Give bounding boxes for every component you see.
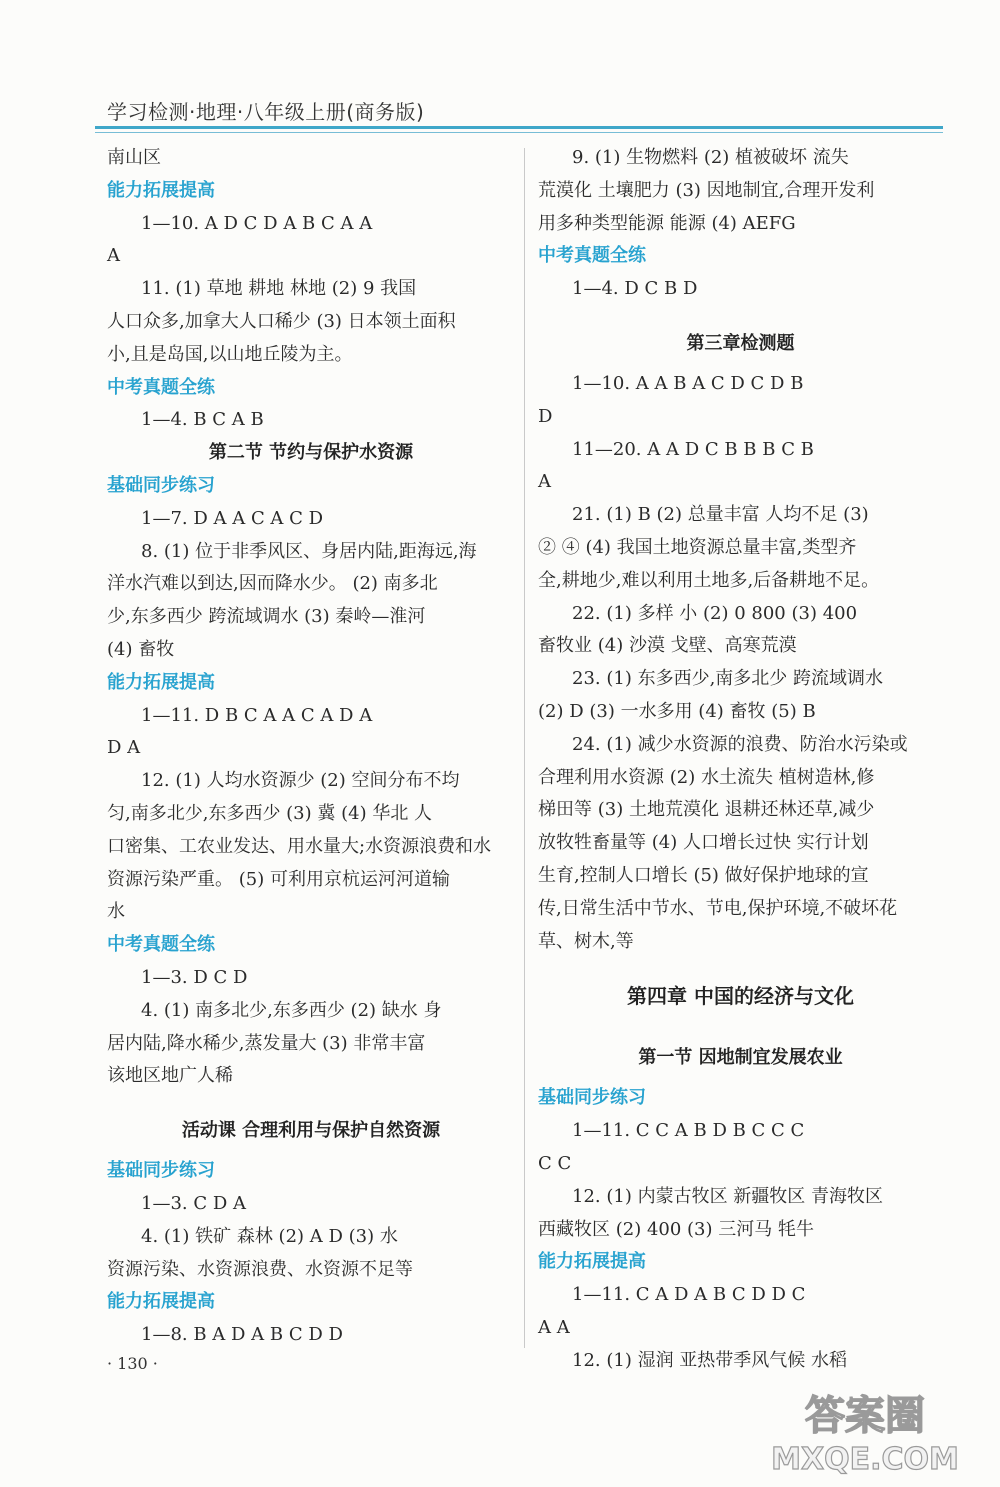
answer-line: A <box>107 245 120 267</box>
answer-item: 9. (1) 生物燃料 (2) 植被破坏 流失 <box>572 147 849 168</box>
subsection-title: 第二节 节约与保护水资源 <box>208 442 414 464</box>
answer-item: 4. (1) 铁矿 森林 (2) A D (3) 水 <box>141 1225 398 1247</box>
answer-line: D A <box>107 737 141 759</box>
answer-line: D <box>538 405 553 427</box>
answer-line: (2) D (3) 一水多用 (4) 畜牧 (5) B <box>538 700 816 722</box>
answer-line: 水 <box>107 901 125 923</box>
header-rule <box>95 126 943 129</box>
answer-line: ② ④ (4) 我国土地资源总量丰富,类型齐 <box>538 536 857 558</box>
answer-line: 洋水汽难以到达,因而降水少。 (2) 南多北 <box>107 573 438 595</box>
answer-item: 22. (1) 多样 小 (2) 0 800 (3) 400 <box>572 602 858 624</box>
answer-line: 全,耕地少,难以利用土地多,后备耕地不足。 <box>538 569 880 591</box>
answer-item: 4. (1) 南多北少,东多西少 (2) 缺水 身 <box>141 999 442 1021</box>
answer-line: 生育,控制人口增长 (5) 做好保护地球的宣 <box>538 864 869 886</box>
right-column <box>538 142 943 1378</box>
answer-item: 23. (1) 东多西少,南多北少 跨流域调水 <box>572 668 884 690</box>
answer-line: 梯田等 (3) 土地荒漠化 退耕还林还草,减少 <box>538 799 875 821</box>
watermark-text: 答案圈 <box>805 1393 925 1439</box>
answer-item: 1—3. D C D <box>141 966 248 988</box>
answer-line: 畜牧业 (4) 沙漠 戈壁、高寒荒漠 <box>538 635 797 657</box>
section-heading: 中考真题全练 <box>107 376 215 398</box>
page-header-title: 学习检测·地理·八年级上册(商务版) <box>107 100 425 124</box>
answer-line: 合理利用水资源 (2) 水土流失 植树造林,修 <box>538 766 875 788</box>
watermark-url: MXQE.COM <box>771 1442 959 1477</box>
section-heading: 基础同步练习 <box>107 1160 215 1182</box>
answer-line: 放牧牲畜量等 (4) 人口增长过快 实行计划 <box>538 832 869 854</box>
section-heading: 能力拓展提高 <box>107 671 215 693</box>
answer-line: 资源污染、水资源浪费、水资源不足等 <box>107 1258 413 1280</box>
answer-line: 人口众多,加拿大人口稀少 (3) 日本领土面积 <box>107 310 456 332</box>
answer-line: 草、树木,等 <box>538 930 634 952</box>
answer-line: 少,东多西少 跨流域调水 (3) 秦岭—淮河 <box>107 606 426 628</box>
section-heading: 能力拓展提高 <box>107 1291 215 1313</box>
answer-item: 12. (1) 湿润 亚热带季风气候 水稻 <box>572 1349 848 1371</box>
section-heading: 能力拓展提高 <box>538 1251 646 1273</box>
answer-item: 1—8. B A D A B C D D <box>141 1324 343 1346</box>
answer-line: 资源污染严重。 (5) 可利用京杭运河河道输 <box>107 868 450 890</box>
section-heading: 中考真题全练 <box>107 934 215 956</box>
answer-item: 1—11. C C A B D B C C C <box>572 1120 805 1142</box>
answer-item: 1—11. C A D A B C D D C <box>572 1284 806 1306</box>
answer-item: 1—4. B C A B <box>141 409 264 431</box>
section-heading: 中考真题全练 <box>538 245 646 267</box>
answer-line: 传,日常生活中节水、节电,保护环境,不破坏花 <box>538 897 898 919</box>
section-heading: 基础同步练习 <box>538 1087 646 1109</box>
answer-line: 口密集、工农业发达、用水量大;水资源浪费和水 <box>107 835 492 857</box>
answer-line: 西藏牧区 (2) 400 (3) 三河马 牦牛 <box>538 1218 814 1240</box>
answer-item: 12. (1) 人均水资源少 (2) 空间分布不均 <box>141 770 460 792</box>
answer-item: 8. (1) 位于非季风区、身居内陆,距海远,海 <box>141 540 477 562</box>
section-spacer <box>538 306 943 320</box>
answer-line: 荒漠化 土壤肥力 (3) 因地制宜,合理开发利 <box>538 179 875 201</box>
section-spacer <box>538 958 943 972</box>
answer-line: 小,且是岛国,以山地丘陵为主。 <box>107 343 353 365</box>
answer-item: 1—4. D C B D <box>572 278 698 300</box>
answer-item: 1—3. C D A <box>141 1192 246 1214</box>
answer-line: 匀,南多北少,东多西少 (3) 冀 (4) 华北 人 <box>107 802 433 824</box>
answer-item: 1—10. A A B A C D C D B <box>572 372 804 394</box>
answer-item: 21. (1) B (2) 总量丰富 人均不足 (3) <box>572 504 869 526</box>
section-heading: 基础同步练习 <box>107 474 215 496</box>
answer-item: 11—20. A A D C B B B C B <box>572 438 814 460</box>
page-number: · 130 · <box>107 1354 158 1373</box>
column-divider <box>524 148 525 1348</box>
chapter-title: 第四章 中国的经济与文化 <box>627 984 854 1009</box>
section-spacer <box>107 1093 515 1107</box>
watermark-logo <box>760 1385 970 1477</box>
answer-item: 1—10. A D C D A B C A A <box>141 212 373 234</box>
answer-line: 南山区 <box>107 147 161 168</box>
answer-item: 24. (1) 减少水资源的浪费、防治水污染或 <box>572 733 908 755</box>
section-heading: 能力拓展提高 <box>107 179 215 201</box>
answer-line: 居内陆,降水稀少,蒸发量大 (3) 非常丰富 <box>107 1032 426 1054</box>
answer-line: 用多种类型能源 能源 (4) AEFG <box>538 212 796 234</box>
subsection-title: 活动课 合理利用与保护自然资源 <box>181 1120 441 1142</box>
answer-line: (4) 畜牧 <box>107 638 175 660</box>
answer-item: 1—11. D B C A A C A D A <box>141 704 373 726</box>
answer-item: 12. (1) 内蒙古牧区 新疆牧区 青海牧区 <box>572 1185 884 1207</box>
answer-item: 1—7. D A A C A C D <box>141 507 324 529</box>
section-spacer <box>538 1020 943 1034</box>
header-rule-thin <box>95 132 943 133</box>
answer-line: A <box>538 471 551 493</box>
answer-line: A A <box>538 1316 570 1338</box>
answer-item: 11. (1) 草地 耕地 林地 (2) 9 我国 <box>141 278 417 300</box>
answer-line: 该地区地广人稀 <box>107 1065 233 1087</box>
answer-line: C C <box>538 1152 572 1174</box>
left-column <box>107 142 515 1352</box>
subsection-title: 第三章检测题 <box>686 332 795 354</box>
subsection-title: 第一节 因地制宜发展农业 <box>638 1047 843 1069</box>
